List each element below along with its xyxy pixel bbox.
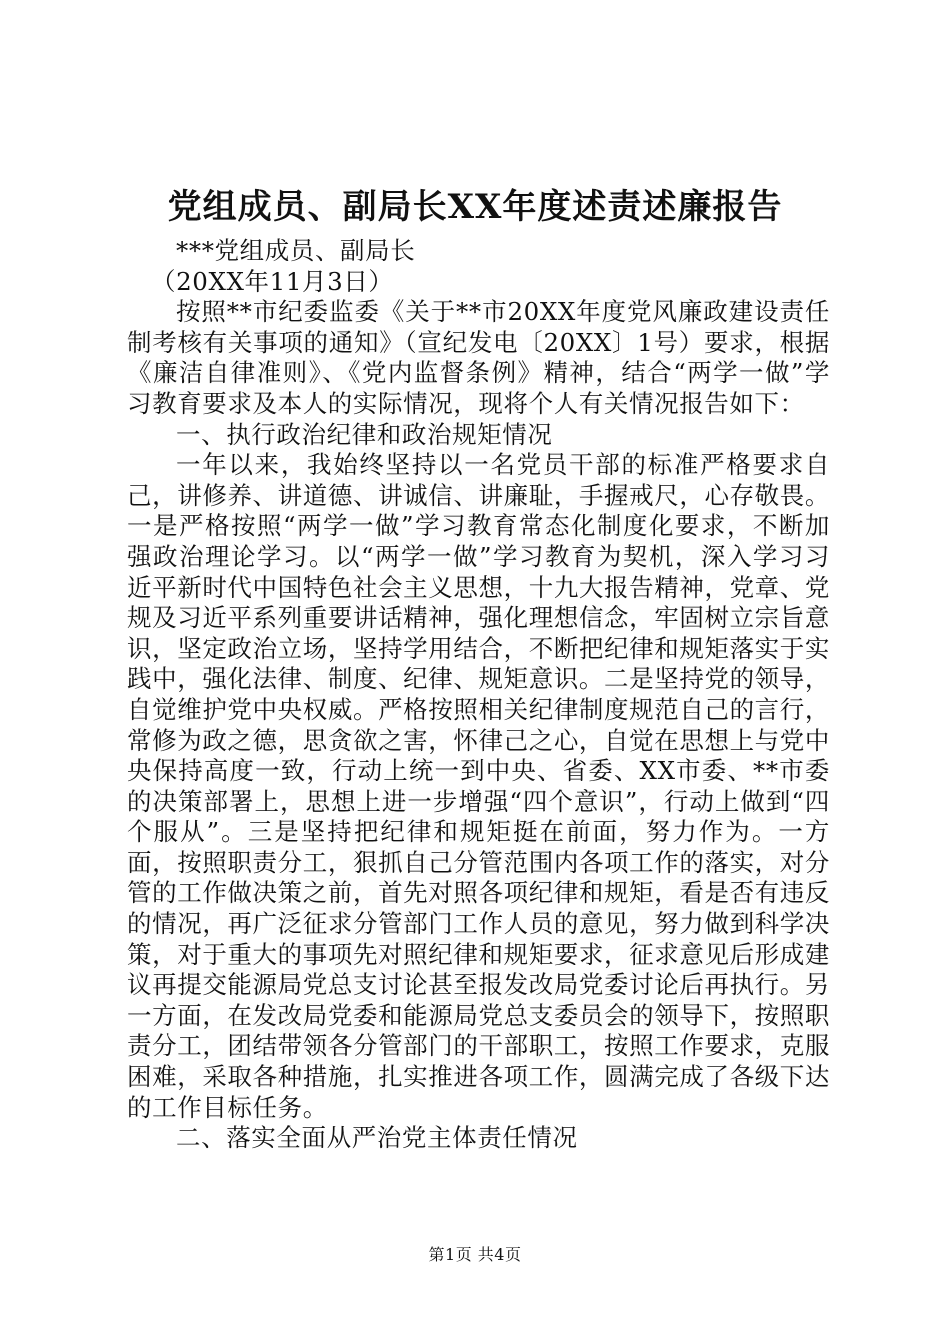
section-1-paragraph: 一年以来，我始终坚持以一名党员干部的标准严格要求自己，讲修养、讲道德、讲诚信、讲廉耻，手握戒尺，心存敬畏。一是严格按照“两学一做”学习教育常态化制度化要求，不断加强政治理论学习。以“两学一做”学习教育为契机，深入学习习近平新时代中国特色社会主义思想，十九大报告精神，党章、党规及习近平系列重要讲话精神，强化理想信念，牢固树立宗旨意识，坚定政治立场，坚持学用结合，不断把纪律和规矩落实于实践中，强化法律、制度、纪律、规矩意识。二是坚持党的领导，自觉维护党中央权威。严格按照相关纪律制度规范自己的言行，常修为政之德，思贪欲之害，怀律己之心，自觉在思想上与党中央保持高度一致，行动上统一到中央、省委、XX市委、**市委的决策部署上，思想上进一步增强“四个意识”，行动上做到“四个服从”。三是坚持把纪律和规矩挺在前面，努力作为。一方面，按照职责分工，狠抓自己分管范围内各项工作的落实，对分管的工作做决策之前，首先对照各项纪律和规矩，看是否有违反的情况，再广泛征求分管部门工作人员的意见，努力做到科学决策，对于重大的事项先对照纪律和规矩要求，征求意见后形成建议再提交能源局党总支讨论甚至报发改局党委讨论后再执行。另一方面，在发改局党委和能源局党总支委员会的领导下，按照职责分工，团结带领各分管部门的干部职工，按照工作要求，克服困难，采取各种措施，扎实推进各项工作，圆满完成了各级下达的工作目标任务。 <box>127 450 830 1122</box>
author-line: ***党组成员、副局长 <box>176 236 416 265</box>
date-line: （20XX年11月3日） <box>151 266 394 296</box>
section-2-heading: 二、落实全面从严治党主体责任情况 <box>176 1123 578 1153</box>
section-1-heading: 一、执行政治纪律和政治规矩情况 <box>176 419 553 449</box>
page-footer: 第1页 共4页 <box>428 1245 522 1264</box>
document-body <box>127 236 830 1154</box>
intro-paragraph: 按照**市纪委监委《关于**市20XX年度党风廉政建设责任制考核有关事项的通知》（宣纪发电〔20XX〕1号）要求，根据《廉洁自律准则》、《党内监督条例》精神，结合“两学一做”学习教育要求及本人的实际情况，现将个人有关情况报告如下： <box>127 297 830 418</box>
document-title: 党组成员、副局长XX年度述责述廉报告 <box>167 187 783 227</box>
